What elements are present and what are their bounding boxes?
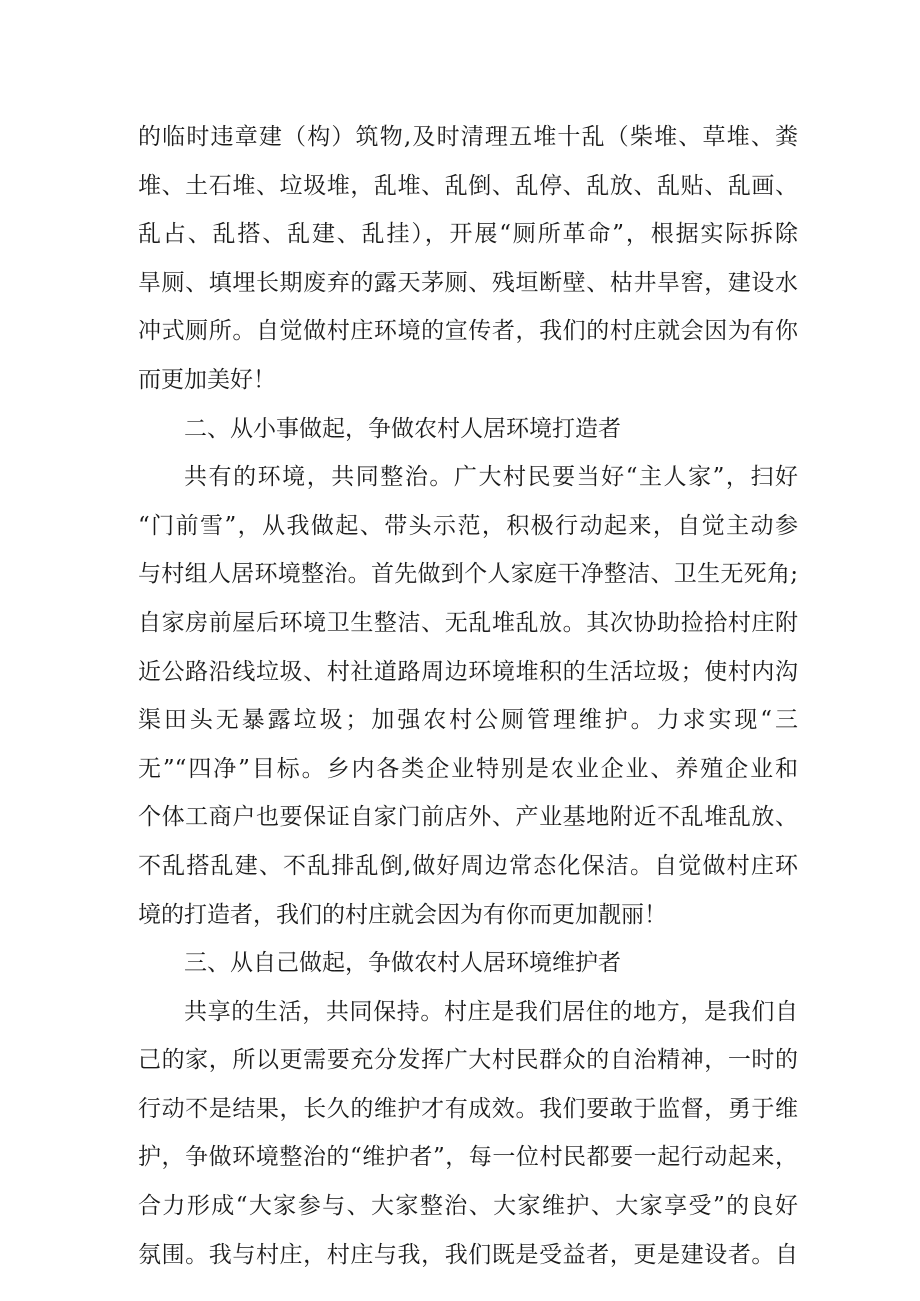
text-line: 的临时违章建（构）筑物,及时清理五堆十乱（柴堆、草堆、粪 [138,124,798,150]
text-line: 境的打造者，我们的村庄就会因为有你而更加靓丽！ [138,901,667,928]
text-line: 与村组人居环境整治。首先做到个人家庭干净整洁、卫生无死角; [138,561,798,588]
text-line: 堆、土石堆、垃圾堆，乱堆、乱倒、乱停、乱放、乱贴、乱画、 [138,172,798,199]
text-line: 共有的环境，共同整治。广大村民要当好“主人家”，扫好 [184,464,798,491]
text-line: 护，争做环境整治的“维护者”，每一位村民都要一起行动起来， [138,1144,798,1171]
text-line: 旱厕、填埋长期废弃的露天茅厕、残垣断壁、枯井旱窖，建设水 [138,269,798,296]
text-line: 行动不是结果，长久的维护才有成效。我们要敢于监督，勇于维 [138,1095,798,1122]
text-line: 乱占、乱搭、乱建、乱挂），开展“厕所革命”，根据实际拆除 [138,221,798,248]
text-line: 共享的生活，共同保持。村庄是我们居住的地方，是我们自 [184,998,798,1025]
text-line: 近公路沿线垃圾、村社道路周边环境堆积的生活垃圾；使村内沟 [138,658,798,685]
text-line: 合力形成“大家参与、大家整治、大家维护、大家享受”的良好 [138,1193,798,1220]
text-line: 而更加美好！ [138,366,276,393]
text-line: 冲式厕所。自觉做村庄环境的宣传者，我们的村庄就会因为有你 [138,318,798,345]
text-line: 自家房前屋后环境卫生整洁、无乱堆乱放。其次协助捡拾村庄附 [138,609,798,636]
text-line: 氛围。我与村庄，村庄与我，我们既是受益者，更是建设者。自 [138,1241,798,1268]
text-line: “门前雪”，从我做起、带头示范，积极行动起来，自觉主动参 [138,512,798,539]
text-line: 个体工商户也要保证自家门前店外、产业基地附近不乱堆乱放、 [138,804,798,831]
text-line: 渠田头无暴露垃圾；加强农村公厕管理维护。力求实现“三 [138,707,798,734]
text-line: 己的家，所以更需要充分发挥广大村民群众的自治精神，一时的 [138,1047,798,1074]
text-line: 三、从自己做起，争做农村人居环境维护者 [184,950,621,977]
document-body [138,113,798,1279]
text-line: 无”“四净”目标。乡内各类企业特别是农业企业、养殖企业和 [138,755,798,782]
text-line: 不乱搭乱建、不乱排乱倒,做好周边常态化保洁。自觉做村庄环 [138,852,798,879]
text-line: 二、从小事做起，争做农村人居环境打造者 [184,415,621,442]
